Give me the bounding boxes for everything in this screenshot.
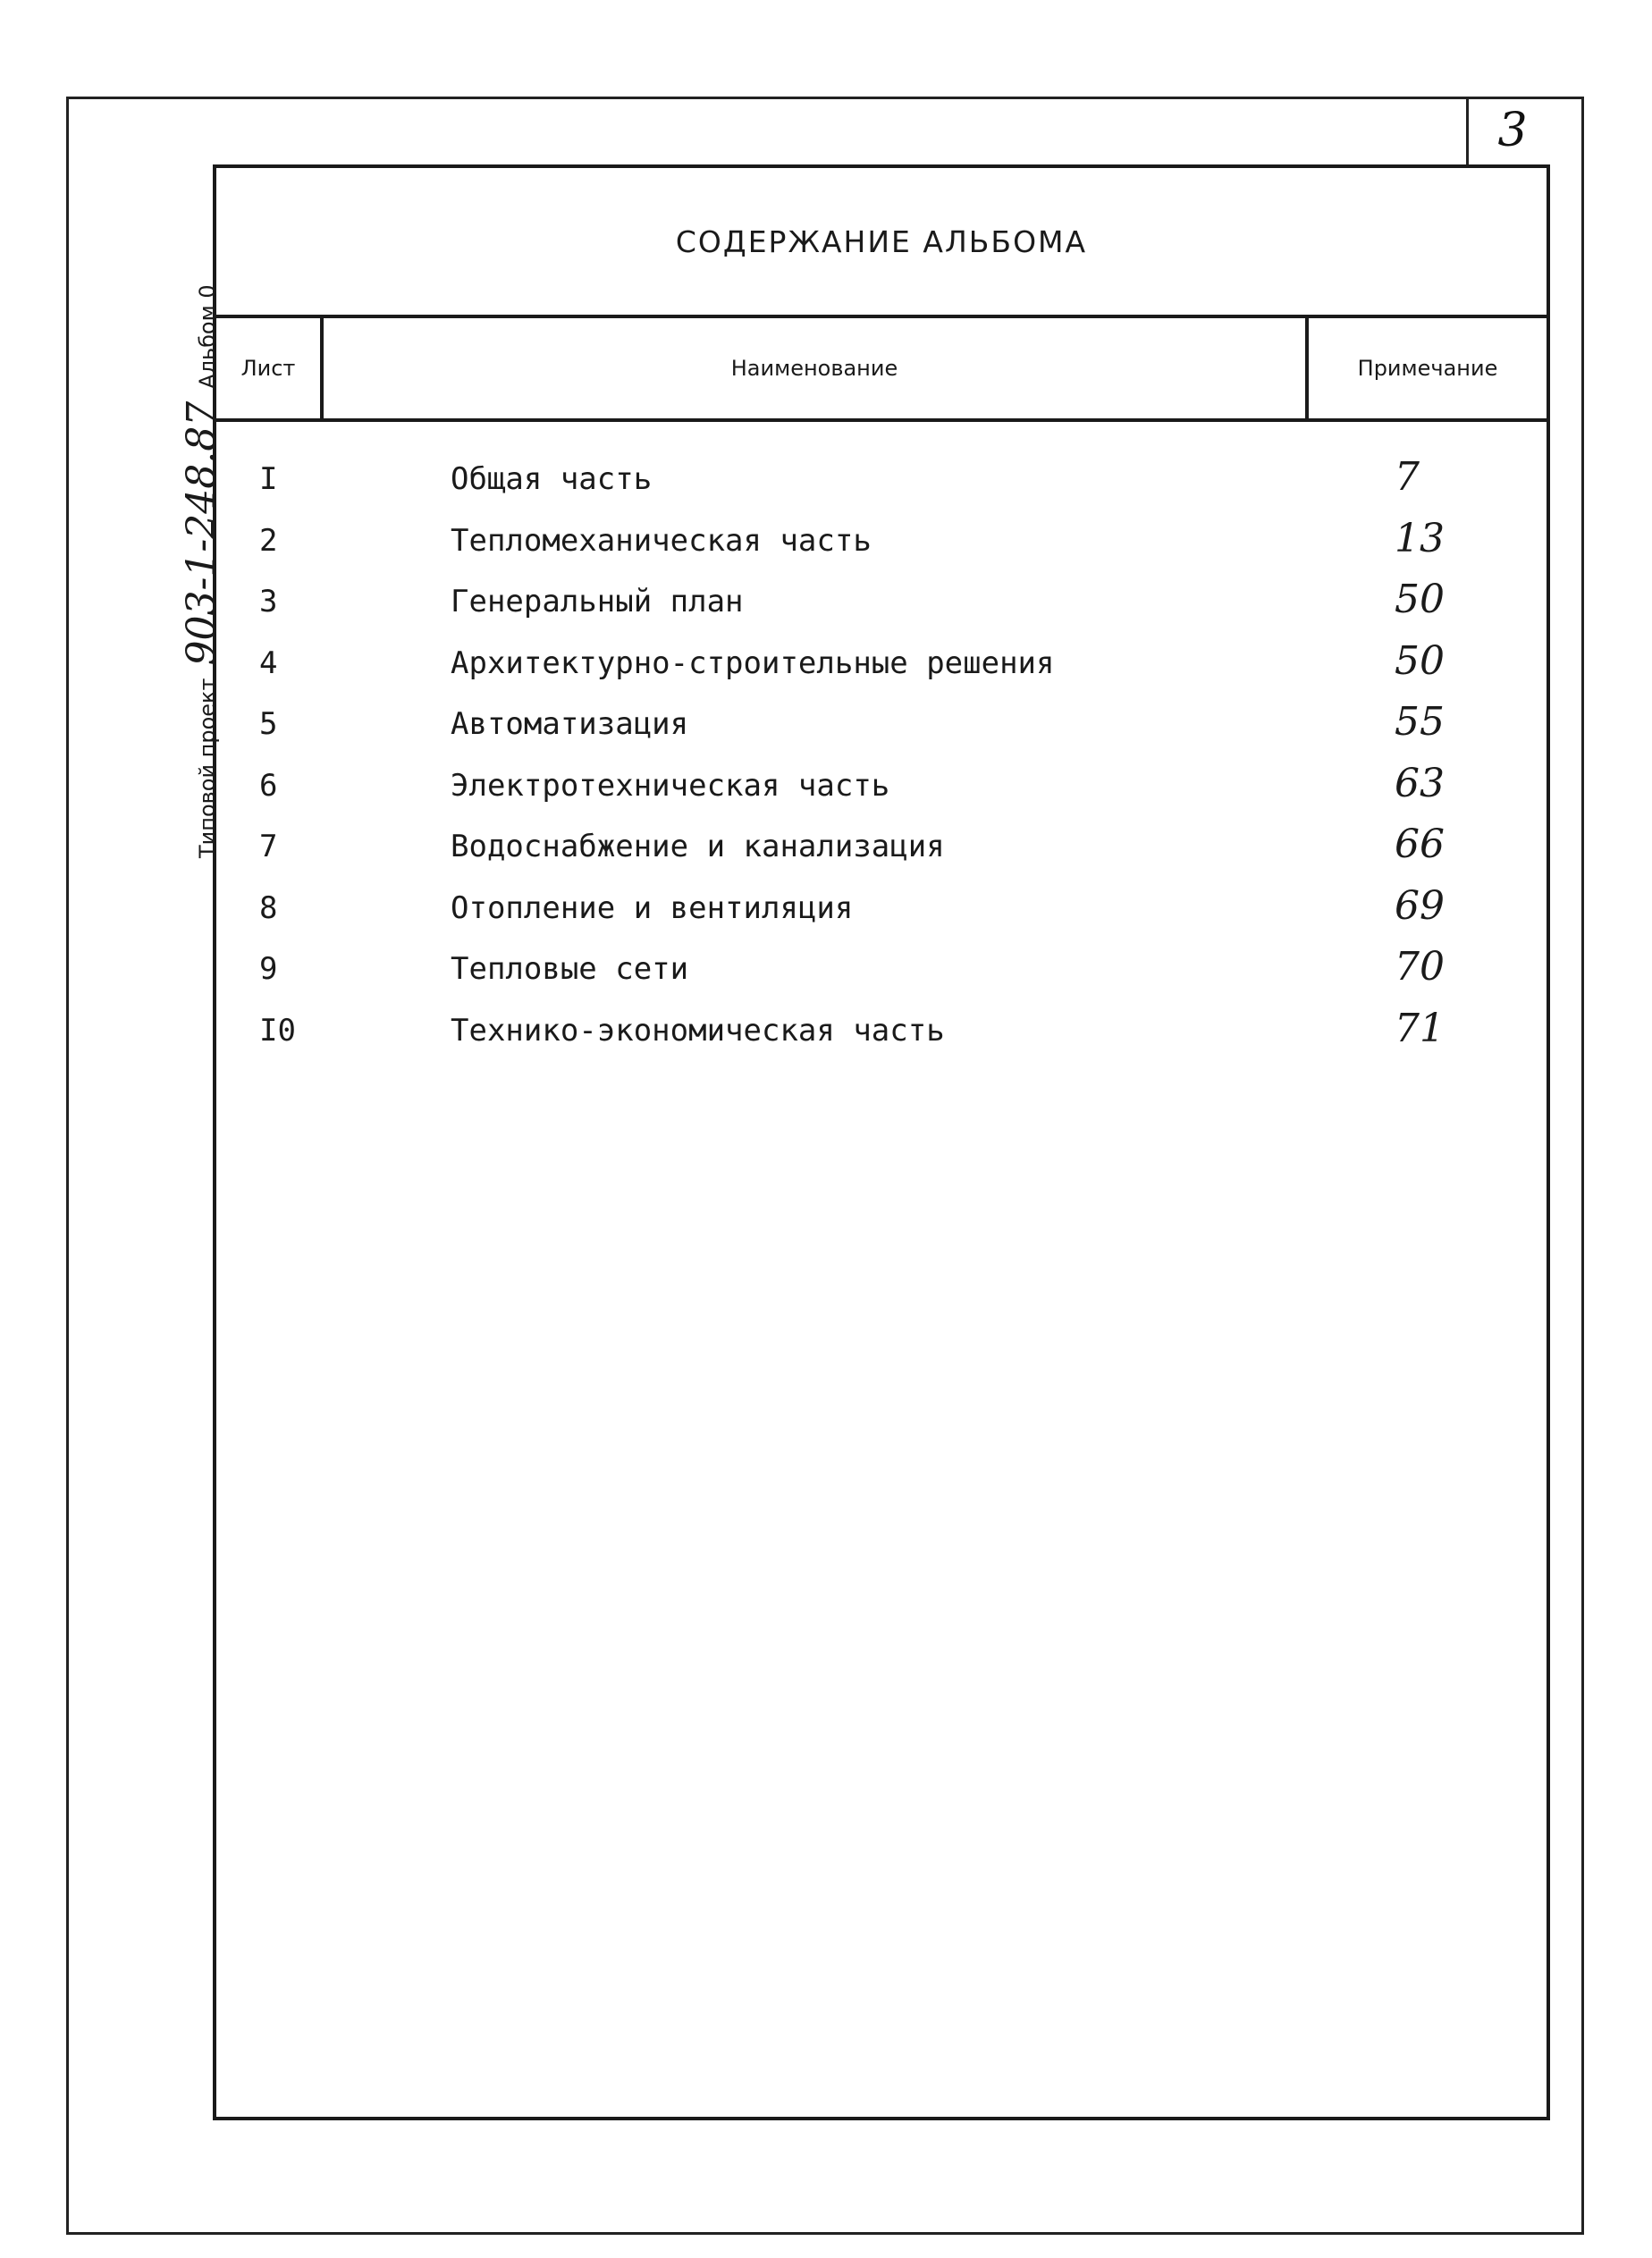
column-header-sheet: Лист [216,318,324,418]
row-sheet-number: I [259,461,278,497]
row-sheet-number: 7 [259,829,278,864]
row-sheet-number: 8 [259,889,278,926]
row-title: Тепловые сети [451,951,689,987]
stamp-label: Типовой проект [195,678,220,858]
row-title: Генеральный план [451,584,744,619]
table-row [216,944,1547,1006]
row-title: Отопление и вентиляция [451,889,854,926]
table-row [216,577,1547,638]
row-note: 50 [1395,637,1445,684]
page-number-value: 3 [1497,104,1528,157]
row-note: 55 [1395,699,1445,745]
table-row [216,638,1547,700]
table-row [216,699,1547,761]
row-note: 71 [1395,1005,1445,1051]
table-row [216,761,1547,822]
row-title: Водоснабжение и канализация [451,829,945,864]
row-title: Электротехническая часть [451,767,890,804]
document-title: СОДЕРЖАНИЕ АЛЬБОМА [675,223,1088,259]
row-note: 50 [1395,577,1445,622]
row-title: Общая часть [451,461,653,497]
table-row [216,454,1547,516]
row-title: Автоматизация [451,706,689,742]
row-sheet-number: 9 [259,951,278,987]
row-note: 13 [1395,515,1445,561]
page-number [1466,97,1556,164]
row-sheet-number: 6 [259,767,278,804]
row-note: 66 [1395,821,1445,867]
row-title: Технико-экономическая часть [451,1012,945,1049]
stamp-album: Альбом 0 [195,284,220,389]
row-sheet-number: 3 [259,584,278,619]
row-sheet-number: 2 [259,522,278,559]
table-row [216,516,1547,577]
table-row [216,1006,1547,1067]
row-sheet-number: 4 [259,645,278,681]
contents-frame [213,164,1550,2120]
row-note: 70 [1395,944,1445,990]
row-title: Архитектурно-строительные решения [451,645,1055,681]
row-note: 7 [1395,454,1420,500]
stamp-code: 903-1-248.87 [179,400,224,666]
table-header [216,315,1547,422]
row-sheet-number: 5 [259,706,278,742]
table-row [216,821,1547,883]
table-row [216,883,1547,945]
column-header-name: Наименование [324,318,1309,418]
row-note: 63 [1395,760,1445,806]
row-title: Тепломеханическая часть [451,522,872,559]
column-header-note: Примечание [1357,356,1498,381]
contents-list [216,454,1547,1066]
row-sheet-number: I0 [259,1012,296,1049]
row-note: 69 [1395,882,1445,929]
